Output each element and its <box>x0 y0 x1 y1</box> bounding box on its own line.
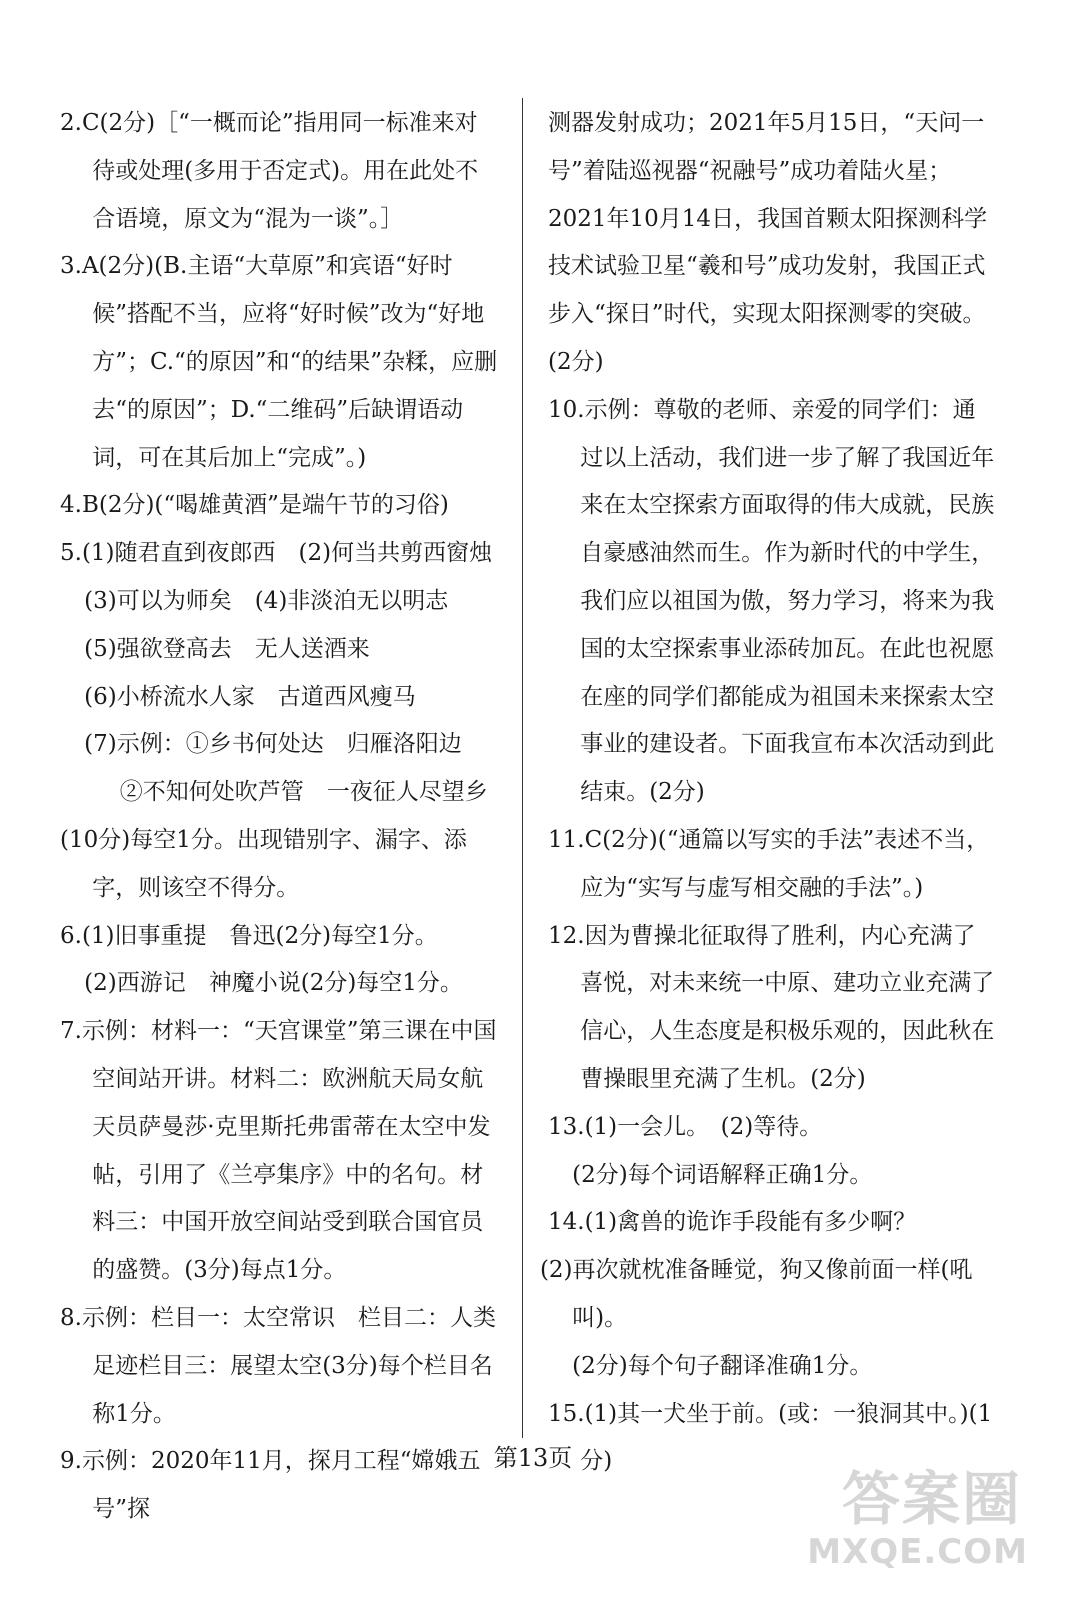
answer-item: 2.C(2分)［“一概而论”指用同一标准来对待或处理(多用于否定式)。用在此处不合语境，原文为“混为一谈”。］ <box>60 110 479 232</box>
left-column <box>60 100 500 1534</box>
answer-item: 5.(1)随君直到夜郎西 (2)何当共剪西窗烛 <box>60 540 493 567</box>
answer-item: 11.C(2分)(“通篇以写实的手法”表述不当，应为“实写与虚写相交融的手法”。) <box>548 826 990 901</box>
answer-item: (7)示例：①乡书何处达 归雁洛阳边 <box>84 731 462 758</box>
answer-item: 8.示例：栏目一：太空常识 栏目二：人类足迹栏目三：展望太空(3分)每个栏目名称1分。 <box>60 1304 496 1427</box>
answer-item: 4.B(2分)(“喝雄黄酒”是端午节的习俗) <box>60 492 449 519</box>
answer-item: 测器发射成功；2021年5月15日，“天问一号”着陆巡视器“祝融号”成功着陆火星；2021年10月14日，我国首颗太阳探测科学技术试验卫星“羲和号”成功发射，我国正式步入“探日”时代，实现太阳探测零的突破。(2分) <box>548 110 988 375</box>
answer-item: 6.(1)旧事重提 鲁迅(2分)每空1分。 <box>60 922 438 949</box>
answer-item: 12.因为曹操北征取得了胜利，内心充满了喜悦，对未来统一中原、建功立业充满了信心，人生态度是积极乐观的，因此秋在曹操眼里充满了生机。(2分) <box>548 922 995 1092</box>
answer-item: 14.(1)禽兽的诡诈手段能有多少啊？ <box>548 1209 917 1236</box>
answer-item: (10分)每空1分。出现错别字、漏字、添字，则该空不得分。 <box>60 826 467 901</box>
watermark-url: MXQE.COM <box>807 1532 1028 1572</box>
answer-item: (5)强欲登高去 无人送酒来 <box>84 635 370 662</box>
column-divider <box>522 98 523 1438</box>
answer-item: (2)再次就枕准备睡觉，狗又像前面一样(吼叫)。 <box>539 1257 973 1331</box>
answer-item: 9.示例：2020年11月，探月工程“嫦娥五号”探 <box>60 1448 481 1523</box>
answer-item: 10.示例：尊敬的老师、亲爱的同学们：通过以上活动，我们进一步了解了我国近年来在太空探索方面取得的伟大成就，民族自豪感油然而生。作为新时代的中学生，我们应以祖国为傲，努力学习，将来为我国的太空探索事业添砖加瓦。在此也祝愿在座的同学们都能成为祖国未来探索太空事业的建设者。下面我宣布本次活动到此结束。(2分) <box>548 396 995 806</box>
answer-item: 3.A(2分)(B.主语“大草原”和宾语“好时候”搭配不当，应将“好时候”改为“好地方”；C.“的原因”和“的结果”杂糅，应删去“的原因”；D.“二维码”后缺谓语动词，可在其后加上“完成”。) <box>60 253 498 471</box>
answer-item: (3)可以为师矣 (4)非淡泊无以明志 <box>84 587 449 614</box>
answer-item: 13.(1)一会儿。 (2)等待。 <box>548 1113 823 1140</box>
watermark-logo <box>807 1452 1028 1572</box>
answer-item: (2分)每个句子翻译准确1分。 <box>572 1352 873 1379</box>
answer-item: ②不知何处吹芦管 一夜征人尽望乡 <box>119 779 488 806</box>
answer-item: 7.示例：材料一：“天宫课堂”第三课在中国空间站开讲。材料二：欧洲航天局女航天员萨曼莎·克里斯托弗雷蒂在太空中发帖，引用了《兰亭集序》中的名句。材料三：中国开放空间站受到联合国官员的盛赞。(3分)每点1分。 <box>60 1018 497 1284</box>
answer-item: (6)小桥流水人家 古道西风瘦马 <box>84 683 416 710</box>
right-column <box>539 100 998 1486</box>
answer-item: 15.(1)其一犬坐于前。(或：一狼洞其中。)(1分) <box>548 1400 993 1475</box>
watermark-symbol: 答案圈 <box>841 1465 1022 1533</box>
page-number: 第13页 <box>493 1444 573 1472</box>
answer-item: (2)西游记 神魔小说(2分)每空1分。 <box>84 970 463 997</box>
answer-item: (2分)每个词语解释正确1分。 <box>572 1161 873 1188</box>
